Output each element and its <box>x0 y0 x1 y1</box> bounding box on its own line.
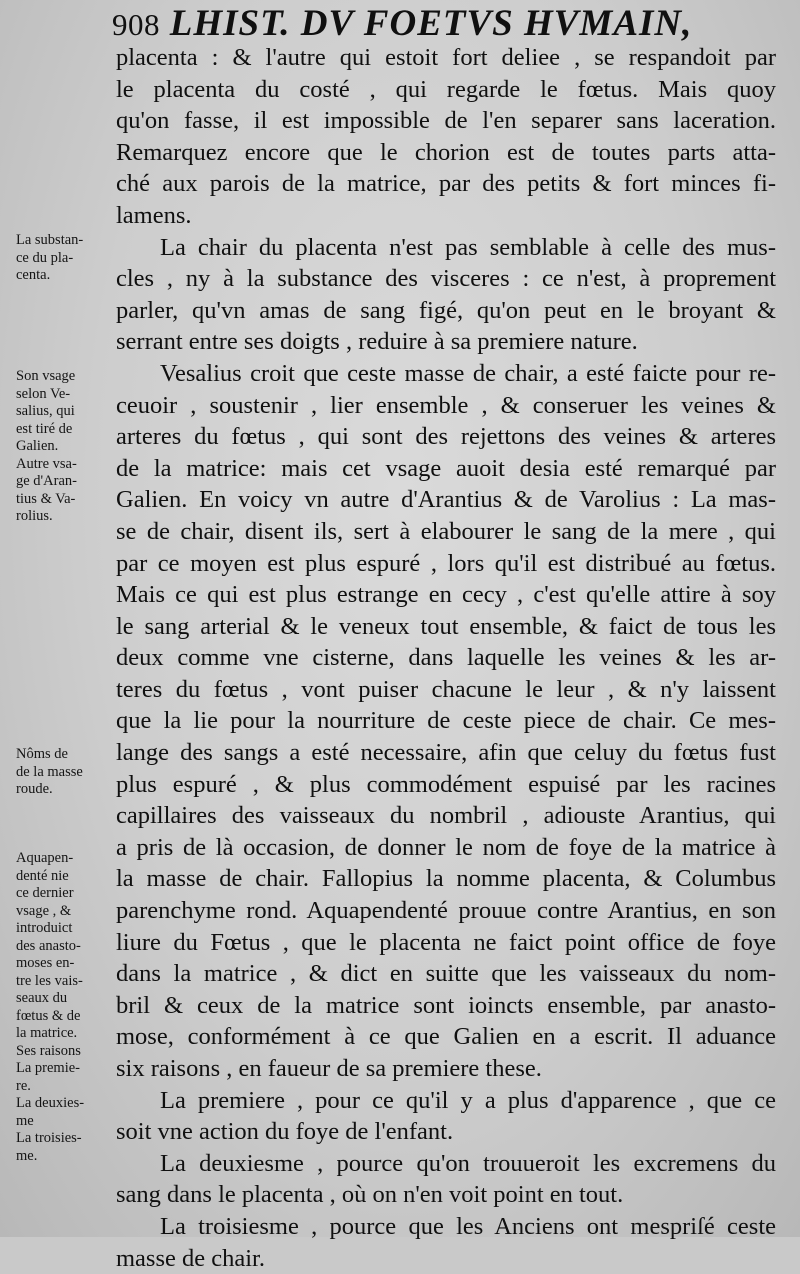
text-line: soit vne action du foye de l'enfant. <box>116 1118 454 1146</box>
text-line: bril & ceux de la matrice sont ioincts ensemble, par anasto- <box>116 991 776 1019</box>
text-line: masse de chair. <box>116 1244 265 1272</box>
text-line: cles , ny à la substance des visceres : ce n'est, à proprement <box>116 265 776 293</box>
text-line: a pris de là occasion, de donner le nom de foye de la matrice à <box>116 833 776 861</box>
margin-note-aquapendente: Aquapen- denté nie ce dernier vsage , & introduict des anasto- moses en- tre les vais- seaux du fœtus & de la matrice. Ses raisons La premie- re. La deuxies- me La troisies- me. <box>16 850 85 1164</box>
text-line: sang dans le placenta , où on n'en voit point en tout. <box>116 1181 624 1209</box>
text-line: la masse de chair. Fallopius la nomme placenta, & Columbus <box>116 865 776 893</box>
text-line: qu'on fasse, il est impossible de l'en separer sans laceration. <box>116 107 776 135</box>
text-line: serrant entre ses doigts , reduire à sa premiere nature. <box>116 328 638 356</box>
text-line: La troisiesme , pource que les Anciens ont mespriſé ceste <box>160 1212 776 1240</box>
text-line: Galien. En voicy vn autre d'Arantius & de Varolius : La mas- <box>116 486 776 514</box>
page-number: 908 <box>112 7 160 42</box>
text-line: le sang arterial & le veneux tout ensemble, & faict de tous les <box>116 612 776 640</box>
text-line: parenchyme rond. Aquapendenté prouue contre Arantius, en son <box>116 897 776 925</box>
main-text <box>116 42 776 1274</box>
text-line: lamens. <box>116 201 192 229</box>
text-line: le placenta du costé , qui regarde le fœtus. Mais quoy <box>116 75 776 103</box>
text-line: Remarquez encore que le chorion est de toutes parts atta- <box>116 138 776 166</box>
text-line: La chair du placenta n'est pas semblable à celle des mus- <box>160 233 776 261</box>
margin-note-usage: Son vsage selon Ve- salius, qui est tiré de Galien. Autre vsa- ge d'Aran- tius & Va- rolius. <box>16 368 77 524</box>
text-line: arteres du fœtus , qui sont des rejettons des veines & arteres <box>116 423 776 451</box>
text-line: de la matrice: mais cet vsage auoit desia esté remarqué par <box>116 454 776 482</box>
text-line: Vesalius croit que ceste masse de chair, a esté faicte pour re- <box>160 359 776 387</box>
running-title: LHIST. DV FOETVS HVMAIN, <box>169 3 693 44</box>
text-line: dans la matrice , & dict en suitte que les vaisseaux du nom- <box>116 960 776 988</box>
margin-note-names: Nôms de de la masse roude. <box>16 746 83 797</box>
text-line: parler, qu'vn amas de sang figé, qu'on peut en le broyant & <box>116 296 776 324</box>
text-line: que la lie pour la nourriture de ceste piece de chair. Ce mes- <box>116 707 776 735</box>
margin-note-substance: La substan- ce du pla- centa. <box>16 232 84 283</box>
text-line: La premiere , pour ce qu'il y a plus d'apparence , que ce <box>160 1086 776 1114</box>
text-line: six raisons , en faueur de sa premiere these. <box>116 1055 542 1082</box>
text-line: plus espuré , & plus commodément espuisé par les racines <box>116 770 776 798</box>
text-line: Mais ce qui est plus estrange en cecy , c'est qu'elle attire à soy <box>116 581 776 609</box>
text-line: capillaires des vaisseaux du nombril , adiouste Arantius, qui <box>116 802 776 830</box>
text-line: lange des sangs a esté necessaire, afin que celuy du fœtus fust <box>116 739 776 767</box>
text-line: deux comme vne cisterne, dans laquelle les veines & les ar- <box>116 644 776 672</box>
text-line: liure du Fœtus , que le placenta ne faict point office de foye <box>116 928 776 956</box>
running-header <box>112 4 792 44</box>
text-line: ché aux parois de la matrice, par des petits & fort minces fi- <box>116 170 776 198</box>
text-line: teres du fœtus , vont puiser chacune le leur , & n'y laissent <box>116 675 776 703</box>
text-line: ceuoir , soustenir , lier ensemble , & conseruer les veines & <box>116 391 776 419</box>
text-line: par ce moyen est plus espuré , lors qu'il est distribué au fœtus. <box>116 549 776 577</box>
text-line: La deuxiesme , pource qu'on trouueroit les excremens du <box>160 1149 776 1177</box>
text-line: se de chair, disent ils, sert à elabourer le sang de la mere , qui <box>116 517 776 545</box>
text-line: placenta : & l'autre qui estoit fort deliee , se respandoit par <box>116 44 776 71</box>
text-line: mose, conformément à ce que Galien en a escrit. Il aduance <box>116 1023 776 1051</box>
